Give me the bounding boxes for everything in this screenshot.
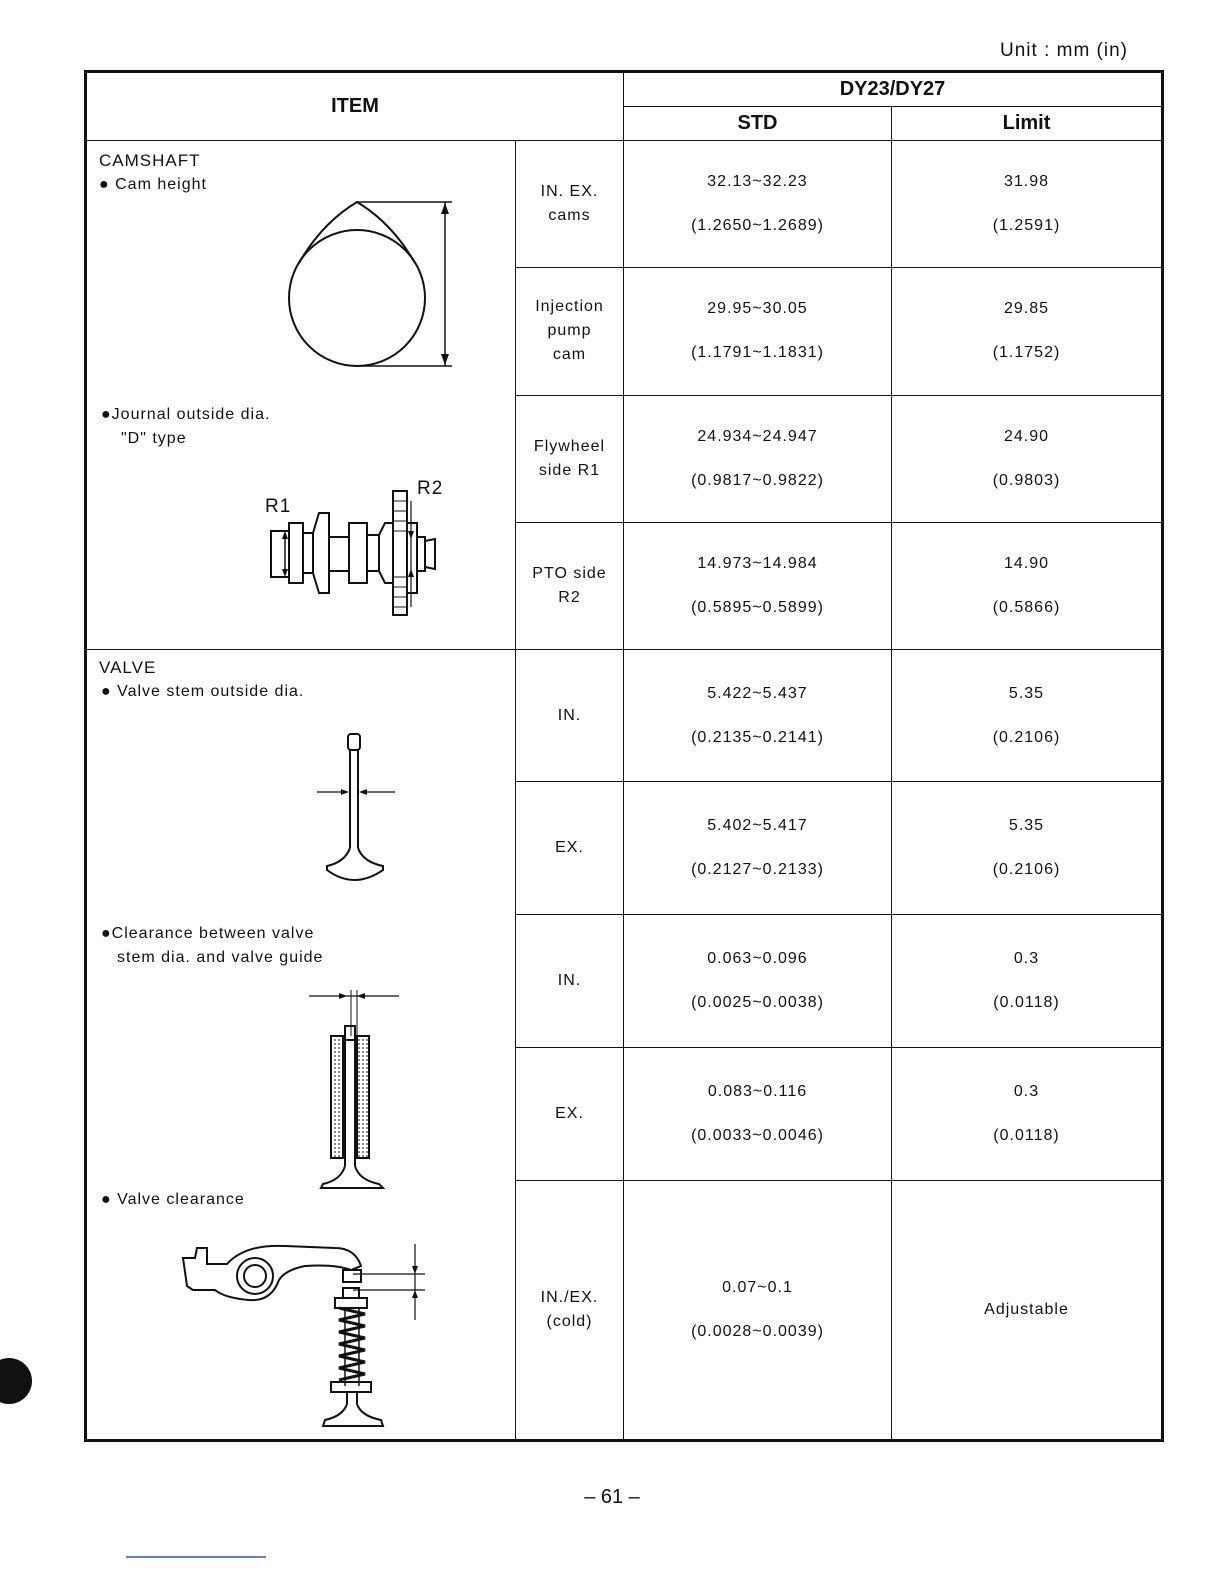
row-std-4: 5.422~5.437 (0.2135~0.2141) (624, 650, 892, 782)
page-number: – 61 – (584, 1486, 640, 1508)
row-limit-5: 5.35 (0.2106) (892, 782, 1163, 914)
clearance-label-1: ●Clearance between valve (101, 925, 315, 942)
header-limit: Limit (892, 107, 1163, 141)
valve-stem-label: ● Valve stem outside dia. (101, 683, 305, 700)
camshaft-item-cell (86, 141, 516, 650)
row-std-3: 14.973~14.984 (0.5895~0.5899) (624, 522, 892, 649)
row-sub-0: IN. EX. cams (516, 141, 624, 268)
row-std-1: 29.95~30.05 (1.1791~1.1831) (624, 268, 892, 395)
row-std-8: 0.07~0.1 (0.0028~0.0039) (624, 1181, 892, 1441)
journal-label: ●Journal outside dia. (101, 406, 271, 423)
row-limit-2: 24.90 (0.9803) (892, 395, 1163, 522)
row-limit-1: 29.85 (1.1752) (892, 268, 1163, 395)
valve-clearance-label: ● Valve clearance (101, 1191, 245, 1208)
row-limit-4: 5.35 (0.2106) (892, 650, 1163, 782)
camshaft-title: CAMSHAFT (99, 151, 201, 170)
camshaft-journal-figure (267, 477, 467, 617)
cam-height-label: ● Cam height (99, 176, 207, 193)
row-sub-5: EX. (516, 782, 624, 914)
row-std-7: 0.083~0.116 (0.0033~0.0046) (624, 1047, 892, 1180)
clearance-label-2: stem dia. and valve guide (117, 949, 324, 966)
journal-type-label: "D" type (121, 430, 187, 447)
row-limit-3: 14.90 (0.5866) (892, 522, 1163, 649)
row-sub-1: Injection pump cam (516, 268, 624, 395)
row-limit-0: 31.98 (1.2591) (892, 141, 1163, 268)
header-item: ITEM (86, 72, 624, 141)
row-limit-6: 0.3 (0.0118) (892, 914, 1163, 1047)
row-std-2: 24.934~24.947 (0.9817~0.9822) (624, 395, 892, 522)
r1-label: R1 (265, 496, 292, 517)
row-sub-8: IN./EX. (cold) (516, 1181, 624, 1441)
row-std-5: 5.402~5.417 (0.2127~0.2133) (624, 782, 892, 914)
header-model: DY23/DY27 (624, 72, 1163, 107)
spec-table (84, 70, 1164, 1442)
row-std-6: 0.063~0.096 (0.0025~0.0038) (624, 914, 892, 1047)
row-limit-7: 0.3 (0.0118) (892, 1047, 1163, 1180)
row-sub-2: Flywheel side R1 (516, 395, 624, 522)
header-std: STD (624, 107, 892, 141)
row-sub-7: EX. (516, 1047, 624, 1180)
binding-hole (0, 1358, 32, 1404)
row-limit-8: Adjustable (892, 1181, 1163, 1441)
row-sub-3: PTO side R2 (516, 522, 624, 649)
valve-item-cell (86, 650, 516, 1441)
unit-label: Unit : mm (in) (1000, 40, 1128, 61)
row-sub-6: IN. (516, 914, 624, 1047)
valve-guide-figure (309, 986, 409, 1198)
valve-title: VALVE (99, 658, 157, 677)
cam-profile-figure (277, 199, 467, 369)
footer-rule (126, 1556, 266, 1558)
row-std-0: 32.13~32.23 (1.2650~1.2689) (624, 141, 892, 268)
rocker-arm-figure (175, 1236, 445, 1432)
r2-label: R2 (417, 478, 444, 499)
row-sub-4: IN. (516, 650, 624, 782)
valve-stem-figure (315, 730, 405, 890)
